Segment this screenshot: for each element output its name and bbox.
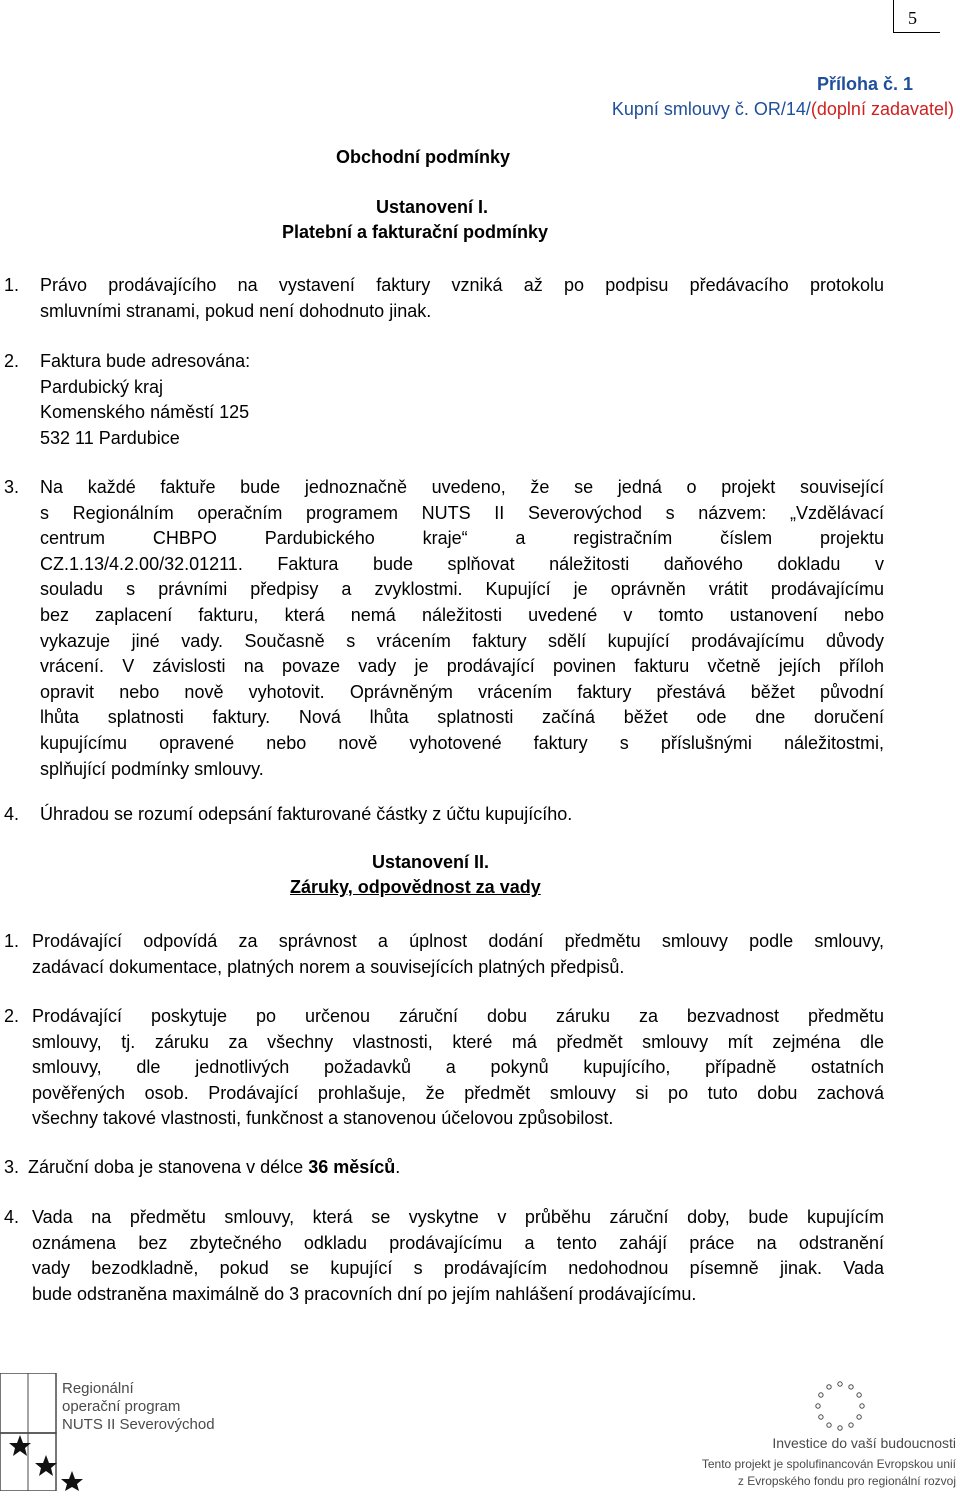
- list-item-text-line: oznámena bez zbytečného odkladu prodávajícímu a tento zahájí práce na odstranění: [32, 1232, 884, 1253]
- list-item-text-line: vykazuje jiné vady. Současně s vrácením faktury sdělí kupující prodávajícímu důvody: [40, 630, 884, 651]
- list-item-text-line: smlouvy, tj. záruku za všechny vlastnosti, které má předmět smlouvy mít zejména dle: [32, 1031, 884, 1052]
- eu-star-icon: [860, 1404, 864, 1408]
- rop-logo-line-2: operační program: [62, 1398, 181, 1415]
- eu-logo-line-2: Tento projekt je spolufinancován Evropskou unií: [701, 1457, 956, 1471]
- list-item-text-line: Vada na předmětu smlouvy, která se vyskytne v průběhu záruční doby, bude kupujícím: [32, 1207, 884, 1227]
- list-item-text-line: kupujícímu opravené nebo nově vyhotovené faktury s příslušnými náležitostmi,: [40, 733, 884, 753]
- list-item-text-line: centrum CHBPO Pardubického kraje“ a registračním číslem projektu: [40, 528, 884, 549]
- list-item-text-line: Právo prodávajícího na vystavení faktury vzniká až po podpisu předávacího protokolu: [40, 275, 884, 295]
- eu-star-icon: [857, 1393, 861, 1397]
- eu-star-icon: [838, 1382, 842, 1386]
- list-item-text-line: lhůta splatnosti faktury. Nová lhůta splatnosti začíná běžet ode dne doručení: [40, 707, 884, 728]
- eu-logo-line-3: z Evropského fondu pro regionální rozvoj: [737, 1474, 956, 1488]
- eu-star-icon: [849, 1385, 853, 1389]
- contract-reference-prefix: Kupní smlouvy č. OR/14/: [611, 99, 811, 119]
- eu-star-icon: [827, 1385, 831, 1389]
- rop-logo-line-3: NUTS II Severovýchod: [62, 1416, 215, 1433]
- warranty-text-end: .: [395, 1157, 401, 1177]
- rop-logo-line-1: Regionální: [62, 1380, 134, 1397]
- list-item-text-line: Pardubický kraj: [40, 376, 164, 397]
- list-item-text-line: opravit nebo nově vyhotovit. Oprávněným vrácením faktury přestává běžet původní: [40, 681, 884, 702]
- list-item-text-line: Komenského náměstí 125: [40, 402, 250, 423]
- list-item-number: 2.: [4, 1006, 20, 1026]
- eu-star-icon: [838, 1426, 842, 1430]
- eu-logo-graphic: [640, 1373, 960, 1491]
- list-item-text-line: 532 11 Pardubice: [40, 427, 180, 448]
- list-item-text-line: s Regionálním operačním programem NUTS II Severovýchod s názvem: „Vzdělávací: [40, 502, 884, 523]
- warranty-period: 36 měsíců: [308, 1157, 396, 1177]
- list-item-text-line: všechny takové vlastnosti, funkčnost a stanovenou účelovou způsobilost.: [32, 1108, 614, 1129]
- document-title: Obchodní podmínky: [336, 147, 510, 167]
- list-item-text-line: pověřených osob. Prodávající prohlašuje, že předmět smlouvy si po tuto dobu zachová: [32, 1082, 884, 1103]
- contract-reference: [612, 99, 954, 120]
- eu-logo: [640, 1373, 960, 1491]
- list-item-text-line: Faktura bude adresována:: [40, 351, 251, 371]
- list-item-text-line: [28, 1155, 400, 1181]
- list-item-text-line: Prodávající odpovídá za správnost a úplnost dodání předmětu smlouvy podle smlouvy,: [32, 931, 884, 951]
- eu-star-icon: [816, 1404, 820, 1408]
- list-item-number: 1.: [4, 275, 20, 295]
- star-icon: [35, 1455, 57, 1476]
- eu-stars-icon: [816, 1382, 864, 1430]
- list-item-number: 1.: [4, 931, 20, 951]
- section-2-heading: Ustanovení II.: [372, 852, 490, 872]
- eu-star-icon: [819, 1393, 823, 1397]
- list-item-text-line: CZ.1.13/4.2.00/32.01211. Faktura bude splňovat náležitosti daňového dokladu v: [40, 553, 884, 574]
- annex-label: Příloha č. 1: [816, 74, 913, 94]
- rop-logo: [0, 1373, 225, 1491]
- list-item-number: 3.: [4, 477, 20, 497]
- list-item-number: 3.: [4, 1157, 20, 1177]
- eu-star-icon: [819, 1415, 823, 1419]
- warranty-text: Záruční doba je stanovena v délce: [28, 1157, 309, 1177]
- list-item-text-line: vrácení. V závislosti na povaze vady je prodávající povinen fakturu včetně jejích příloh: [40, 656, 884, 677]
- list-item-number: 4.: [4, 804, 20, 824]
- star-icon: [61, 1471, 83, 1491]
- page-number: 5: [908, 8, 917, 28]
- contract-reference-placeholder: (doplní zadavatel): [810, 99, 954, 119]
- list-item-text-line: bude odstraněna maximálně do 3 pracovních dní po jejím nahlášení prodávajícímu.: [32, 1283, 697, 1304]
- section-1-subheading: Platební a fakturační podmínky: [282, 222, 549, 242]
- section-2-subheading: Záruky, odpovědnost za vady: [290, 877, 541, 897]
- list-item-text-line: smluvními stranami, pokud není dohodnuto jinak.: [40, 300, 432, 321]
- eu-star-icon: [827, 1423, 831, 1427]
- rop-logo-graphic: [0, 1373, 225, 1491]
- list-item-text-line: Prodávající poskytuje po určenou záruční dobu záruku za bezvadnost předmětu: [32, 1006, 884, 1026]
- list-item-text-line: zadávací dokumentace, platných norem a souvisejících platných předpisů.: [32, 956, 625, 977]
- list-item-text-line: bez zaplacení fakturu, která nemá náležitosti uvedené v tomto ustanovení nebo: [40, 605, 884, 625]
- list-item-number: 4.: [4, 1207, 20, 1227]
- list-item-text-line: splňující podmínky smlouvy.: [40, 758, 264, 779]
- eu-star-icon: [849, 1423, 853, 1427]
- list-item-text-line: vady bezodkladně, pokud se kupující s prodávajícím nedohodnou písemně jinak. Vada: [32, 1258, 884, 1279]
- list-item-number: 2.: [4, 351, 20, 371]
- list-item-text-line: Na každé faktuře bude jednoznačně uvedeno, že se jedná o projekt související: [40, 477, 884, 497]
- list-item-text-line: smlouvy, dle jednotlivých požadavků a pokynů kupujícího, případně ostatních: [32, 1057, 884, 1078]
- eu-logo-line-1: Investice do vaší budoucnosti: [772, 1435, 956, 1451]
- list-item-text-line: souladu s právními předpisy a zvyklostmi. Kupující je oprávněn vrátit prodávajícímu: [40, 579, 884, 600]
- eu-star-icon: [857, 1415, 861, 1419]
- page-number-box: [893, 0, 940, 33]
- section-1-heading: Ustanovení I.: [376, 197, 489, 217]
- list-item-text-line: Úhradou se rozumí odepsání fakturované částky z účtu kupujícího.: [40, 804, 573, 824]
